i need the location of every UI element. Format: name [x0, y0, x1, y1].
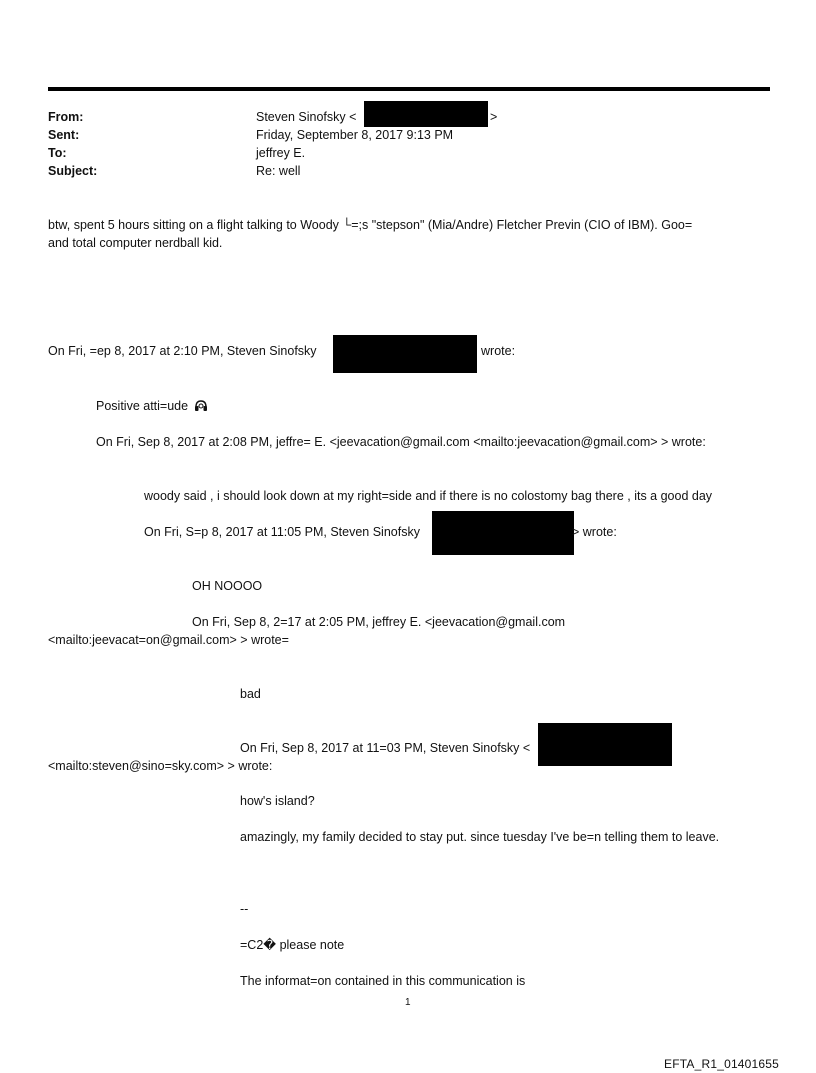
quote2-text: woody said , i should look down at my right=side and if there is no colostomy bag there , its a good day — [144, 489, 713, 503]
quote4-header-line2: <mailto:jeevacat=on@gmail.com> > wrote= — [48, 633, 289, 647]
redaction-from-email — [364, 101, 488, 127]
from-value: Steven Sinofsky < — [256, 110, 357, 124]
quote4-header-line1: On Fri, Sep 8, 2=17 at 2:05 PM, jeffrey E. <jeevacation@gmail.com — [192, 615, 566, 629]
from-label: From: — [48, 110, 84, 124]
quote5-header-line1: On Fri, Sep 8, 2017 at 11=03 PM, Steven Sinofsky < — [240, 741, 531, 755]
quote5-text-1: how's island? — [240, 794, 315, 808]
quote3-wrote: > wrote: — [572, 525, 617, 539]
from-close-bracket: > — [490, 110, 498, 124]
quote1-wrote: wrote: — [481, 344, 516, 358]
quote1-text-content: Positive atti=ude — [96, 399, 189, 413]
sent-label: Sent: — [48, 128, 80, 142]
signature-note: =C2� please note — [240, 938, 345, 952]
body-line-1: btw, spent 5 hours sitting on a flight talking to Woody └=;s "stepson" (Mia/Andre) Fletcher Previn (CIO of IBM). Goo= — [48, 218, 693, 232]
to-label: To: — [48, 146, 67, 160]
quote2-header: On Fri, Sep 8, 2017 at 2:08 PM, jeffre= E. <jeevacation@gmail.com <mailto:jeevacation@gmail.com> > wrote: — [96, 435, 706, 449]
quote1-header: On Fri, =ep 8, 2017 at 2:10 PM, Steven Sinofsky — [48, 344, 317, 358]
redaction-quote1-email — [333, 335, 477, 373]
headphones-emoji-icon — [194, 399, 208, 412]
quote4-text: bad — [240, 687, 261, 701]
signature-dash: -- — [240, 902, 249, 916]
subject-label: Subject: — [48, 164, 98, 178]
page-number: 1 — [405, 997, 411, 1008]
quote3-header: On Fri, S=p 8, 2017 at 11:05 PM, Steven Sinofsky — [144, 525, 420, 539]
redaction-quote5-email — [538, 723, 672, 766]
signature-info: The informat=on contained in this communication is — [240, 974, 526, 988]
quote3-text: OH NOOOO — [192, 579, 263, 593]
sent-value: Friday, September 8, 2017 9:13 PM — [256, 128, 454, 142]
quote5-text-2: amazingly, my family decided to stay put. since tuesday I've be=n telling them to leave. — [240, 830, 720, 844]
body-line-2: and total computer nerdball kid. — [48, 236, 223, 250]
quote5-header-line2: <mailto:steven@sino=sky.com> > wrote: — [48, 759, 273, 773]
subject-value: Re: well — [256, 164, 301, 178]
to-value: jeffrey E. — [256, 146, 306, 160]
document-id: EFTA_R1_01401655 — [664, 1057, 780, 1071]
quote1-text — [96, 398, 208, 414]
redaction-quote3-email — [432, 511, 574, 555]
header-rule — [48, 87, 770, 91]
